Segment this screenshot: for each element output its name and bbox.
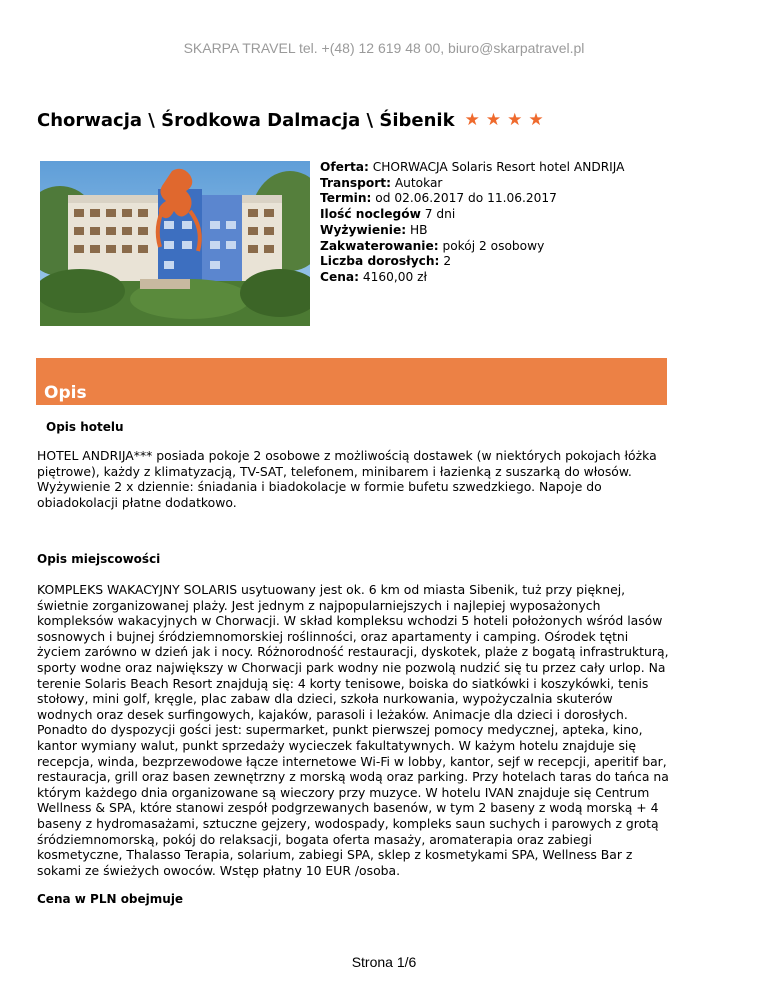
offer-title-row [37,110,544,131]
price-includes-heading: Cena w PLN obejmuje [37,892,184,906]
star-icon: ★ [464,110,480,130]
agency-contact-header: SKARPA TRAVEL tel. +(48) 12 619 48 00, biuro@skarpatravel.pl [183,40,585,56]
star-icon: ★ [528,110,544,130]
place-description-heading: Opis miejscowości [37,552,161,566]
detail-nights: Ilość noclegów 7 dni [320,207,456,222]
offer-title: Chorwacja \ Środkowa Dalmacja \ Śibenik [37,110,455,131]
page-number: Strona 1/6 [351,954,417,970]
detail-adults: Liczba dorosłych: 2 [320,254,452,269]
detail-price: Cena: 4160,00 zł [320,269,428,284]
place-description-text: KOMPLEKS WAKACYJNY SOLARIS usytuowany jest ok. 6 km od miasta Sibenik, tuż przy pięknej, świetnie zorganizowanej plaży. Jest jednym z najpopularniejszych i najlepiej wyposażonych kompleksów wakacyjnych w Chorwacji. W skład kompleksu wchodzi 5 hoteli położonych wśród lasów sosnowych i bujnej śródziemnomorskiej roślinności, oraz apartamenty i camping. Ośrodek tętni życiem zarówno w dzień jak i nocy. Różnorodność restauracji, dyskotek, plaże z bogatą infrastrukturą, sporty wodne oraz największy w Chorwacji park wodny nie pozwolą nudzić się tu przez cały urlop. Na terenie Solaris Beach Resort znajdują się: 4 korty tenisowe, boiska do siatkówki i koszykówki, tenis stołowy, mini golf, kręgle, plac zabaw dla dzieci, szkoła nurkowania, wypożyczalnia skuterów wodnych oraz desek surfingowych, kajaków, parasoli i leżaków. Animacje dla dzieci i dorosłych. Ponadto do dyspozycji gości jest: supermarket, punkt pierwszej pomocy medycznej, apteka, kino, kantor wymiany walut, punkt sprzedaży wycieczek fakultatywnych. W każym hotelu znajduje się recepcja, winda, bezprzewodowe łącze internetowe Wi-Fi w lobby, kantor, sejf w recepcji, aperitif bar, restauracja, grill oraz basen zewnętrzny z morską wodą oraz parking. Przy hotelach taras do tańca na którym każdego dnia organizowane są wieczory przy muzyce. W hotelu IVAN znajduje się Centrum Wellness & SPA, które stanowi zespół podgrzewanych basenów, w tym 2 baseny z wodą morską + 4 baseny z hydromasażami, sztuczne gejzery, wodospady, kompleks saun suchych i parowych z grotą śródziemnomorską, pokój do relaksacji, bogata oferta masaży, aromaterapia oraz zabiegi kosmetyczne, Thalasso Terapia, solarium, zabiegi SPA, sklep z kosmetykami SPA, Wellness Bar z sokami ze świeżych owoców. Wstęp płatny 10 EUR /osoba. [37,582,669,878]
section-title: Opis [44,383,87,403]
detail-term: Termin: od 02.06.2017 do 11.06.2017 [320,191,557,206]
section-band [36,358,667,405]
star-icon: ★ [507,110,523,130]
offer-details [320,160,625,286]
hotel-description-text: HOTEL ANDRIJA*** posiada pokoje 2 osobowe z możliwością dostawek (w niektórych pokojach łóżka piętrowe), każdy z klimatyzacją, TV-SAT, telefonem, minibarem i łazienką z suszarką do włosów. Wyżywienie 2 x dziennie: śniadania i biadokolacje w formie bufetu szwedzkiego. Napoje do obiadokolacji płatne dodatkowo. [37,448,657,510]
star-icon: ★ [485,110,502,130]
detail-accommodation: Zakwaterowanie: pokój 2 osobowy [320,238,545,253]
hotel-rating-stars [465,112,544,129]
detail-board: Wyżywienie: HB [320,222,428,237]
hotel-description-heading: Opis hotelu [46,420,124,434]
hotel-photo [40,161,310,326]
detail-transport: Transport: Autokar [320,175,443,190]
detail-offer: Oferta: CHORWACJA Solaris Resort hotel ANDRIJA [320,160,625,174]
